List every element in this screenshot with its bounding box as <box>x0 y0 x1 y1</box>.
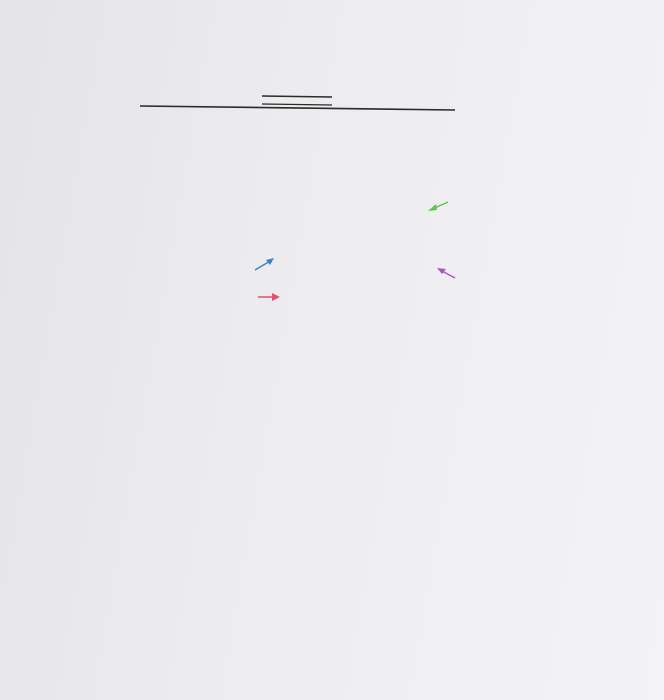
label-arrows <box>255 202 455 301</box>
